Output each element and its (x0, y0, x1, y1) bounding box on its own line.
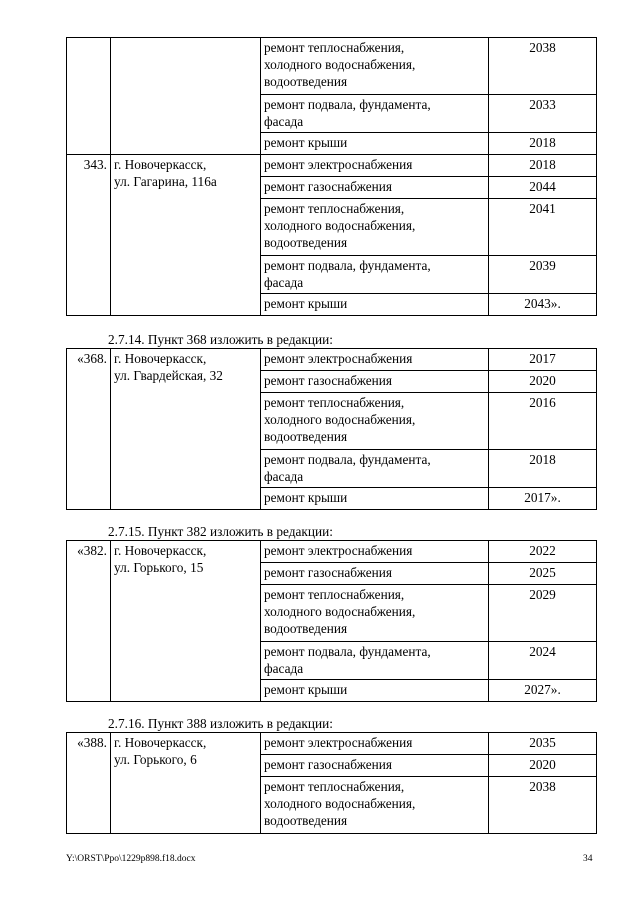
footer-file-path: Y:\ORST\Ppo\1229p898.f18.docx (66, 854, 196, 864)
address-cell: г. Новочеркасск, ул. Гагарина, 116а (111, 155, 261, 316)
year-cell: 2038 (489, 777, 597, 834)
work-type-cell: ремонт электроснабжения (261, 541, 489, 563)
year-cell: 2039 (489, 256, 597, 294)
work-type-cell: ремонт крыши (261, 680, 489, 702)
year-cell: 2035 (489, 733, 597, 755)
row-number-cell: «368. (67, 349, 111, 510)
repair-schedule-table-continued (66, 37, 597, 316)
table-row (67, 541, 597, 563)
section-heading: 2.7.16. Пункт 388 изложить в редакции: (108, 716, 333, 731)
year-cell: 2038 (489, 38, 597, 95)
year-cell: 2033 (489, 95, 597, 133)
page-number: 34 (583, 854, 593, 864)
repair-schedule-table-388 (66, 732, 597, 834)
year-cell: 2043». (489, 294, 597, 316)
repair-schedule-table-368 (66, 348, 597, 510)
address-cell: г. Новочеркасск, ул. Горького, 6 (111, 733, 261, 834)
row-number-cell: «382. (67, 541, 111, 702)
year-cell: 2025 (489, 563, 597, 585)
work-type-cell: ремонт крыши (261, 133, 489, 155)
row-number-cell (67, 38, 111, 155)
work-type-cell: ремонт теплоснабжения, холодного водоснабжения, водоотведения (261, 199, 489, 256)
year-cell: 2018 (489, 155, 597, 177)
year-cell: 2041 (489, 199, 597, 256)
repair-schedule-table-382 (66, 540, 597, 702)
work-type-cell: ремонт подвала, фундамента, фасада (261, 256, 489, 294)
year-cell: 2018 (489, 133, 597, 155)
year-cell: 2017». (489, 488, 597, 510)
work-type-cell: ремонт электроснабжения (261, 349, 489, 371)
work-type-cell: ремонт теплоснабжения, холодного водоснабжения, водоотведения (261, 585, 489, 642)
section-heading: 2.7.14. Пункт 368 изложить в редакции: (108, 332, 333, 347)
work-type-cell: ремонт газоснабжения (261, 177, 489, 199)
address-cell (111, 38, 261, 155)
year-cell: 2022 (489, 541, 597, 563)
row-number-cell: «388. (67, 733, 111, 834)
work-type-cell: ремонт подвала, фундамента, фасада (261, 95, 489, 133)
section-heading: 2.7.15. Пункт 382 изложить в редакции: (108, 524, 333, 539)
year-cell: 2020 (489, 371, 597, 393)
work-type-cell: ремонт газоснабжения (261, 371, 489, 393)
year-cell: 2044 (489, 177, 597, 199)
work-type-cell: ремонт подвала, фундамента, фасада (261, 450, 489, 488)
table-row (67, 733, 597, 755)
work-type-cell: ремонт теплоснабжения, холодного водоснабжения, водоотведения (261, 393, 489, 450)
work-type-cell: ремонт электроснабжения (261, 155, 489, 177)
table-row (67, 349, 597, 371)
address-cell: г. Новочеркасск, ул. Горького, 15 (111, 541, 261, 702)
work-type-cell: ремонт подвала, фундамента, фасада (261, 642, 489, 680)
work-type-cell: ремонт газоснабжения (261, 755, 489, 777)
year-cell: 2016 (489, 393, 597, 450)
year-cell: 2017 (489, 349, 597, 371)
year-cell: 2027». (489, 680, 597, 702)
year-cell: 2018 (489, 450, 597, 488)
work-type-cell: ремонт крыши (261, 294, 489, 316)
work-type-cell: ремонт крыши (261, 488, 489, 510)
year-cell: 2024 (489, 642, 597, 680)
year-cell: 2029 (489, 585, 597, 642)
table-row (67, 155, 597, 177)
work-type-cell: ремонт теплоснабжения, холодного водоснабжения, водоотведения (261, 777, 489, 834)
work-type-cell: ремонт газоснабжения (261, 563, 489, 585)
address-cell: г. Новочеркасск, ул. Гвардейская, 32 (111, 349, 261, 510)
year-cell: 2020 (489, 755, 597, 777)
table-row (67, 38, 597, 95)
work-type-cell: ремонт электроснабжения (261, 733, 489, 755)
work-type-cell: ремонт теплоснабжения, холодного водоснабжения, водоотведения (261, 38, 489, 95)
row-number-cell: 343. (67, 155, 111, 316)
